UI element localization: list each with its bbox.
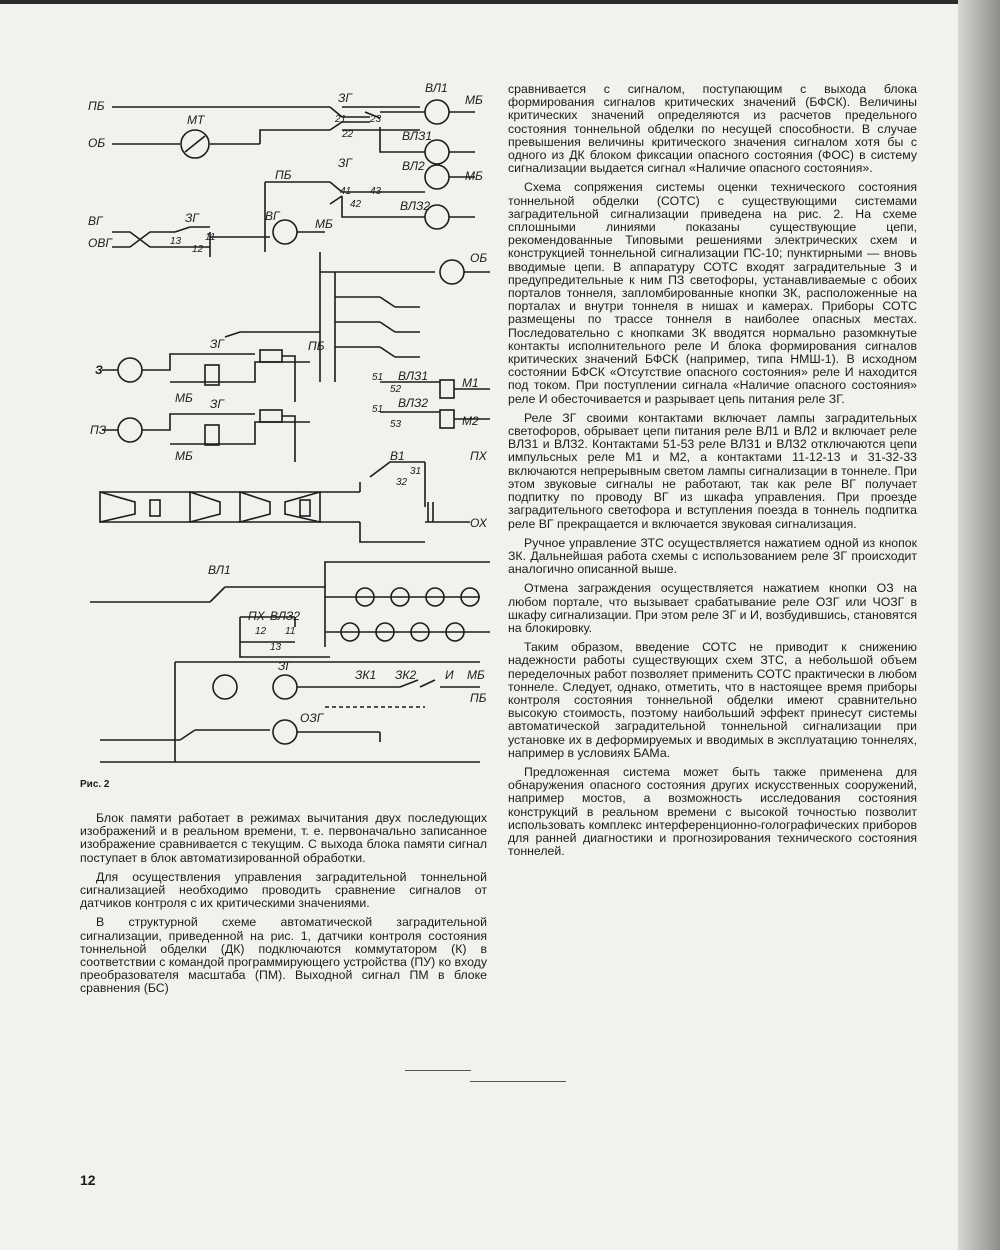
label-v1: В1 [390, 449, 405, 463]
wire [320, 252, 435, 382]
signal-z-lamp [118, 358, 142, 382]
label-51: 51 [372, 372, 384, 383]
paragraph: Для осуществления управления заградительной тоннельной сигнализацией необходимо проводить сравнение сигналов от датчиков контроля с их критическими значениями. [80, 869, 487, 911]
label-zg-2: ЗГ [338, 156, 352, 170]
label-mb-3: МБ [315, 217, 333, 231]
label-vl31: ВЛЗ1 [402, 129, 433, 143]
horn [240, 492, 270, 522]
label-mb-2: МБ [465, 169, 483, 183]
relay [205, 425, 219, 445]
label-vl1: ВЛ1 [425, 82, 448, 95]
label-vl32: ВЛЗ2 [400, 199, 431, 213]
label-ozg: ОЗГ [300, 711, 324, 725]
label-41: 41 [340, 186, 352, 197]
right-text-column [508, 83, 917, 864]
transformer [428, 502, 433, 522]
relay-zg [273, 675, 297, 699]
end-rule-1 [405, 1070, 471, 1071]
wire [175, 662, 480, 762]
label-3: З [95, 363, 103, 377]
relay [300, 500, 310, 516]
wire [112, 130, 420, 144]
label-vl31-b: ВЛЗ1 [398, 369, 429, 383]
signal-pz-lamp [118, 418, 142, 442]
relay [260, 350, 282, 362]
label-px-b: ПХ [248, 609, 265, 623]
relay [150, 500, 160, 516]
label-ox: ОХ [470, 516, 487, 530]
label-11: 11 [205, 232, 216, 243]
label-m1: М1 [462, 376, 479, 390]
wire [395, 307, 420, 357]
label-vl1-b: ВЛ1 [208, 563, 231, 577]
label-zg-3: ЗГ [185, 211, 199, 225]
circuit-diagram [80, 82, 500, 782]
label-zk1: ЗК1 [355, 668, 377, 682]
label-22: 22 [342, 129, 354, 140]
label-12b: 12 [255, 626, 267, 637]
relay-ob [440, 260, 464, 284]
label-13: 13 [170, 236, 182, 247]
label-i: И [445, 668, 454, 682]
label-ob-relay: ОБ [470, 251, 488, 265]
wire [342, 117, 370, 122]
relay-ozg [273, 720, 297, 744]
label-vg-relay: ВГ [265, 209, 280, 223]
label-zg-4: ЗГ [210, 337, 224, 351]
relay-m2 [440, 410, 454, 428]
horn [190, 492, 220, 522]
label-vg: ВГ [88, 214, 103, 228]
label-12: 12 [192, 244, 204, 255]
label-42: 42 [350, 199, 362, 210]
label-zg-5: ЗГ [210, 397, 224, 411]
label-51b: 51 [372, 404, 384, 415]
wire [282, 416, 295, 462]
page-right-edge-shadow [958, 0, 1000, 1250]
horn [285, 492, 320, 522]
label-m2: М2 [462, 414, 479, 428]
label-31: 31 [410, 466, 422, 477]
label-32: 32 [396, 477, 408, 488]
figure-caption: Рис. 2 [80, 779, 110, 790]
paragraph: Предложенная система может быть также применена для обнаружения опасного состояния других искусственных сооружений, например мостов, а возможность исследования состояния конструкций в реальном времени с высокой точностью позволит использовать комплекс интерференционно-голографических приборов для ранней диагностики и прогнозирования технического состояния тоннелей. [508, 764, 917, 859]
contact [380, 297, 395, 357]
paragraph: Таким образом, введение СОТС не приводит к снижению надежности работы существующих схем ЗТС, а небольшой объем переделочных работ позволяет применить СОТС практически в любом тоннеле. Следует, однако, отметить, что в настоящее время приборы контроля состояния тоннельной обделки имеют сравнительно высокую стоимость, поэтому наибольший эффект принесут системы автоматической заградительной тоннельной сигнализации при установке их в деформируемых и вводимых в эксплуатацию тоннелях, например в условиях БАМа. [508, 640, 917, 760]
wire [240, 617, 330, 657]
paragraph: Схема сопряжения системы оценки технического состояния тоннельной обделки (СОТС) с существующими системами заградительной сигнализации приведена на рис. 2. На схеме сплошными линиями показаны существующие цепи, рекомендованные Типовыми решениями электрических схем и конструкцией тоннельной сигнализации ПС-10; пунктирными — вновь вводимые цепи. В аппаратуру СОТС входят заградительные З и предупредительные к ним ПЗ светофоры, устанавливаемые с обоих порталов тоннеля, запломбированные кнопки ЗК, расположенные на порталах и внутри тоннеля в нишах и камерах. Приборы СОТС размещены по трассе тоннеля в наиболее опасных местах. Последовательно с кнопками ЗК вводятся нормально разомкнутые контакты исполнительного реле И блока формирования сигналов критических значений БФСК (например, типа НМШ-1). В исходном состоянии БФСК «Отсутствие опасного состояния» реле И находится под током. При поступлении сигнала «Наличие опасного состояния» реле И обесточивается и разрывает цепь питания реле ЗГ. [508, 180, 917, 406]
relay-vg [273, 220, 297, 244]
label-pb-3: ПБ [308, 339, 325, 353]
paragraph: сравнивается с сигналом, поступающим с выхода блока формирования сигналов критических значений (БФСК). Величины критических значений определяются из расчетов предельного состояния тоннельной обделки по несущей способности. В случае превышения величины критического значения сигналом хотя бы с одного из ДК блоком фиксации опасного состояния (ФОС) в систему сигнализации выдается сигнал «Наличие опасного состояния». [508, 82, 917, 176]
label-vl2: ВЛ2 [402, 159, 425, 173]
label-pb-4: ПБ [470, 691, 487, 705]
label-53: 53 [390, 419, 402, 430]
contact [225, 332, 320, 337]
wire [100, 482, 425, 542]
label-mb-4: МБ [175, 391, 193, 405]
paragraph: Отмена заграждения осуществляется нажатием кнопки ОЗ на любом портале, что вызывает срабатывание реле ОЗГ или ЧОЗГ в шкафу сигнализации. При этом реле ЗГ и И, возбудившись, становятся на блокировку. [508, 581, 917, 635]
wire [335, 272, 380, 382]
label-px: ПХ [470, 449, 487, 463]
wire [100, 730, 270, 740]
label-mt: МТ [187, 113, 205, 127]
label-21: 21 [335, 114, 347, 125]
label-pb: ПБ [88, 99, 105, 113]
paragraph: Блок памяти работает в режимах вычитания двух последующих изображений и в реальном времени, т. е. первоначально записанное изображение сравнивается с текущим. С выхода блока памяти сигнал поступает в блок автоматизированной обработки. [80, 811, 487, 865]
label-pz: ПЗ [90, 423, 107, 437]
label-zg: ЗГ [338, 91, 352, 105]
horn [100, 492, 135, 522]
label-13b: 13 [270, 642, 282, 653]
wire [210, 232, 270, 257]
left-text-column [80, 812, 487, 1002]
label-vl32-b: ВЛЗ2 [398, 396, 429, 410]
label-vl32-c: ВЛЗ2 [270, 609, 301, 623]
label-pb-mid: ПБ [275, 168, 292, 182]
paragraph: Реле ЗГ своими контактами включает лампы заградительных светофоров, обрывает цепи питания реле ВЛ1 и ВЛ2 и включает реле ВЛЗ1 и ВЛЗ2. Контактами 51-53 реле ВЛЗ1 и ВЛЗ2 отключаются цепи импульсных реле М1 и М2, а контактами 11-12-13 и 31-32-33 включаются непрерывным светом лампы сигнализации в тоннеле. При этом звуковые сигналы не работают, так как реле ВГ получает подпитку по проводу ВГ из шкафа управления. При проезде заградительного светофора и вступления поезда в тоннель подпитка реле ВГ прекращается и включается звуковая сигнализация. [508, 410, 917, 531]
relay-vl2 [425, 165, 449, 189]
label-11b: 11 [285, 626, 296, 637]
label-zg-6: ЗГ [278, 659, 292, 673]
relay-vl [213, 675, 237, 699]
relay-m1 [440, 380, 454, 398]
wire [282, 356, 295, 402]
end-rule-2 [470, 1081, 566, 1082]
label-52: 52 [390, 384, 402, 395]
label-zk2: ЗК2 [395, 668, 417, 682]
mt-arrow [185, 136, 205, 152]
page-top-edge [0, 0, 1000, 4]
label-mb: МБ [465, 93, 483, 107]
label-mb-6: МБ [467, 668, 485, 682]
relay [260, 410, 282, 422]
page-number: 12 [80, 1172, 96, 1188]
label-ovg: ОВГ [88, 236, 112, 250]
label-23: 23 [370, 114, 382, 125]
relay-vl31 [425, 140, 449, 164]
label-43: 43 [370, 186, 382, 197]
paragraph: В структурной схеме автоматической заградительной сигнализации, приведенной на рис. 1, датчики контроля состояния тоннельной обделки (ДК) подключаются коммутатором (К) в соответствии с командой программирующего устройства (ПУ) ко входу преобразователя масштаба (ПМ). Выходной сигнал ПМ в блоке сравнения (БС) [80, 915, 487, 996]
label-mb-5: МБ [175, 449, 193, 463]
label-ob: ОБ [88, 136, 106, 150]
relay-vl1 [425, 100, 449, 124]
wire [297, 732, 380, 742]
paragraph: Ручное управление ЗТС осуществляется нажатием одной из кнопок ЗК. Дальнейшая работа схемы с использованием реле ЗГ происходит аналогично описанной выше. [508, 535, 917, 577]
